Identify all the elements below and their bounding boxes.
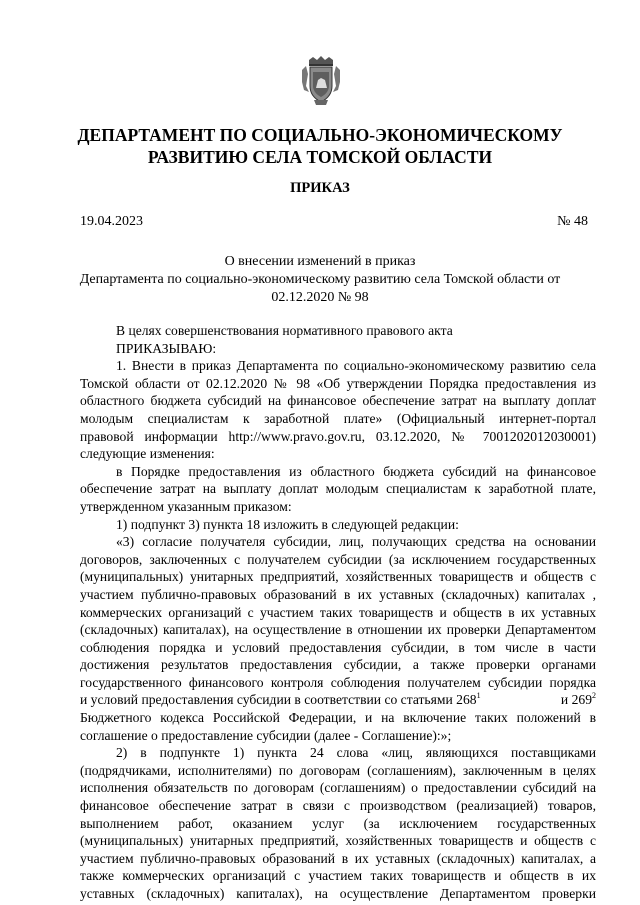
body-line: достижения результатов предоставления субсидии, а также проверки органами (80, 657, 596, 673)
body-line: областного бюджета субсидий на финансовое обеспечение затрат на выплату доплат (80, 393, 596, 409)
coat-of-arms-icon (300, 56, 342, 106)
document-subject (60, 253, 580, 307)
body-line: соглашение о предоставление субсидии (далее - Соглашение):»; (80, 727, 452, 743)
body-line-part: 269 (571, 692, 592, 708)
document-type: ПРИКАЗ (290, 180, 350, 196)
body-line: 2) в подпункте 1) пункта 24 слова «лиц, являющихся поставщиками (116, 745, 596, 761)
body-line: в Порядке предоставления из областного бюджета субсидий на финансовое (116, 463, 596, 479)
body-line-part: и (560, 692, 569, 708)
body-line: правовой информации http://www.pravo.gov.ru, 03.12.2020, № 7001202012030001) (80, 428, 596, 444)
body-line-part: и условий предоставления субсидии в соответствии со статьями 268 (80, 692, 477, 708)
body-line: утвержденном указанным приказом: (80, 498, 292, 514)
department-title (40, 124, 600, 168)
body-line: коммерческих организаций с участием таких товариществ и обществ в их уставных (80, 604, 596, 620)
body-line (80, 691, 596, 709)
body-line: молодым специалистам к заработной плате» (Официальный интернет-портал (80, 410, 596, 426)
body-line-text (80, 691, 481, 709)
body-line: участием публично-правовых образований в их уставных (складочных) капиталах, а (80, 850, 596, 866)
body-line: В целях совершенствования нормативного правового акта (116, 323, 453, 338)
body-line: соблюдения порядка и условий предоставления субсидии, в том числе в части (80, 639, 596, 655)
body-line: обеспечение затрат на выплату доплат молодым специалистам к заработной плате, (80, 481, 596, 497)
body-line: (подрядчиками, исполнителями) по договорам (соглашениям), заключенным в целях (80, 762, 596, 778)
document-date: 19.04.2023 (80, 214, 143, 229)
body-line: Бюджетного кодекса Российской Федерации, и на включение таких положений в (80, 710, 596, 726)
subject-line2: Департамента по социально-экономическому развитию села Томской области от (79, 272, 561, 287)
body-line: участием публично-правовых образований в их уставных (складочных) капиталах , (80, 586, 596, 602)
body-line: «3) согласие получателя субсидии, лиц, получающих средства на основании (116, 534, 596, 550)
body-line: ПРИКАЗЫВАЮ: (116, 340, 217, 356)
body-line: уставных (складочных) капиталах), на осуществление Департаментом проверки (80, 886, 596, 901)
footnote-sup: 2 (592, 690, 596, 700)
body-line: Томской области от 02.12.2020 № 98 «Об утверждении Порядка предоставления из (80, 375, 596, 391)
department-title-line1: ДЕПАРТАМЕНТ ПО СОЦИАЛЬНО-ЭКОНОМИЧЕСКОМУ (77, 125, 563, 145)
document-number: № 48 (557, 214, 588, 229)
body-line: следующие изменения: (80, 446, 215, 462)
body-line: договоров, заключенных с получателем субсидии (за исключением государственных (80, 551, 596, 567)
subject-line1: О внесении изменений в приказ (224, 254, 416, 269)
body-line: 1. Внести в приказ Департамента по социально-экономическому развитию села (116, 358, 596, 374)
body-line: (муниципальных) унитарных предприятий, хозяйственных товариществ и обществ с (80, 569, 596, 585)
body-line: также коммерческих организаций с участием таких товариществ и обществ в их (80, 868, 596, 884)
footnote-sup: 1 (476, 690, 481, 700)
body-line: 1) подпункт 3) пункта 18 изложить в следующей редакции: (116, 516, 459, 532)
body-line: финансовое обеспечение затрат в связи с производством (реализацией) товаров, (80, 798, 596, 814)
document-body (80, 322, 596, 903)
body-line: исполнения обязательств по договорам (соглашениям) о предоставлении субсидий на (80, 780, 596, 796)
body-line: государственного финансового контроля соблюдения получателем субсидии порядка (80, 674, 596, 690)
body-line: выполнением работ, оказанием услуг (за исключением государственных (80, 815, 596, 831)
subject-line3: 02.12.2020 № 98 (271, 290, 369, 305)
body-line-text (561, 691, 596, 709)
body-line: (складочных) капиталах), на осуществление в отношении их проверки Департаментом (80, 622, 596, 638)
body-line: (муниципальных) унитарных предприятий, хозяйственных товариществ и обществ с (80, 833, 596, 849)
department-title-line2: РАЗВИТИЮ СЕЛА ТОМСКОЙ ОБЛАСТИ (147, 147, 493, 167)
